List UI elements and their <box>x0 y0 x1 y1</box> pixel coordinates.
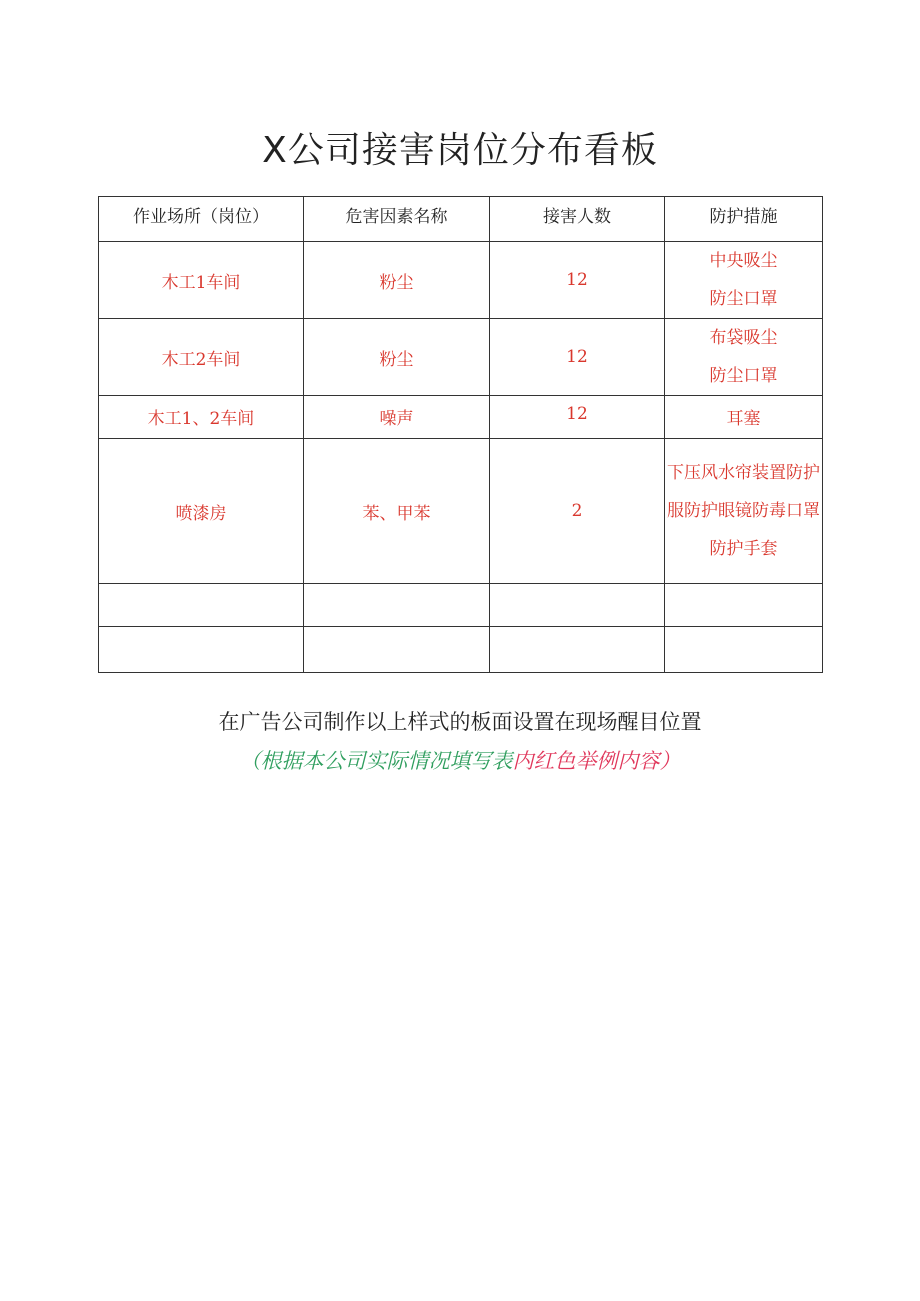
count-cell: 12 <box>490 396 665 439</box>
measures-cell <box>665 242 823 319</box>
count-cell: 12 <box>490 319 665 396</box>
measures-cell <box>665 396 823 439</box>
measures-cell <box>665 627 823 673</box>
measures-cell <box>665 584 823 627</box>
fill-in-note-red: 内红色举例内容） <box>512 749 681 773</box>
table-row <box>99 439 823 584</box>
hazard-cell <box>304 627 490 673</box>
place-cell <box>99 584 304 627</box>
measure-item: 中央吸尘 <box>709 251 778 271</box>
table-row <box>99 242 823 319</box>
measure-item: 耳塞 <box>726 409 761 429</box>
count-cell: 12 <box>490 242 665 319</box>
hazard-cell <box>304 584 490 627</box>
place-cell: 木工1车间 <box>99 242 304 319</box>
header-count: 接害人数 <box>490 197 665 242</box>
header-hazard: 危害因素名称 <box>304 197 490 242</box>
table-row <box>99 319 823 396</box>
hazard-cell: 粉尘 <box>304 242 490 319</box>
hazard-cell: 苯、甲苯 <box>304 439 490 584</box>
place-cell: 木工2车间 <box>99 319 304 396</box>
measure-item: 防尘口罩 <box>709 366 778 386</box>
table-row <box>99 627 823 673</box>
place-cell: 喷漆房 <box>99 439 304 584</box>
page-title: X公司接害岗位分布看板 <box>262 130 658 171</box>
instruction-note: 在广告公司制作以上样式的板面设置在现场醒目位置 <box>218 710 702 734</box>
measure-item: 防尘口罩 <box>709 289 778 309</box>
count-cell <box>490 627 665 673</box>
count-cell <box>490 584 665 627</box>
hazard-board-table <box>98 196 823 673</box>
fill-in-note-green: （根据本公司实际情况填写表 <box>239 749 513 773</box>
measure-item: 下压风水帘装置防护服防护眼镜防毒口罩防护手套 <box>667 463 820 559</box>
count-cell: 2 <box>490 439 665 584</box>
measures-cell <box>665 319 823 396</box>
measures-cell <box>665 439 823 584</box>
measure-item: 布袋吸尘 <box>709 328 778 348</box>
header-place: 作业场所（岗位） <box>99 197 304 242</box>
header-measures: 防护措施 <box>665 197 823 242</box>
fill-in-note <box>0 745 920 775</box>
place-cell: 木工1、2车间 <box>99 396 304 439</box>
place-cell <box>99 627 304 673</box>
hazard-cell: 噪声 <box>304 396 490 439</box>
table-header-row <box>99 197 823 242</box>
table-row <box>99 396 823 439</box>
table-row <box>99 584 823 627</box>
hazard-cell: 粉尘 <box>304 319 490 396</box>
